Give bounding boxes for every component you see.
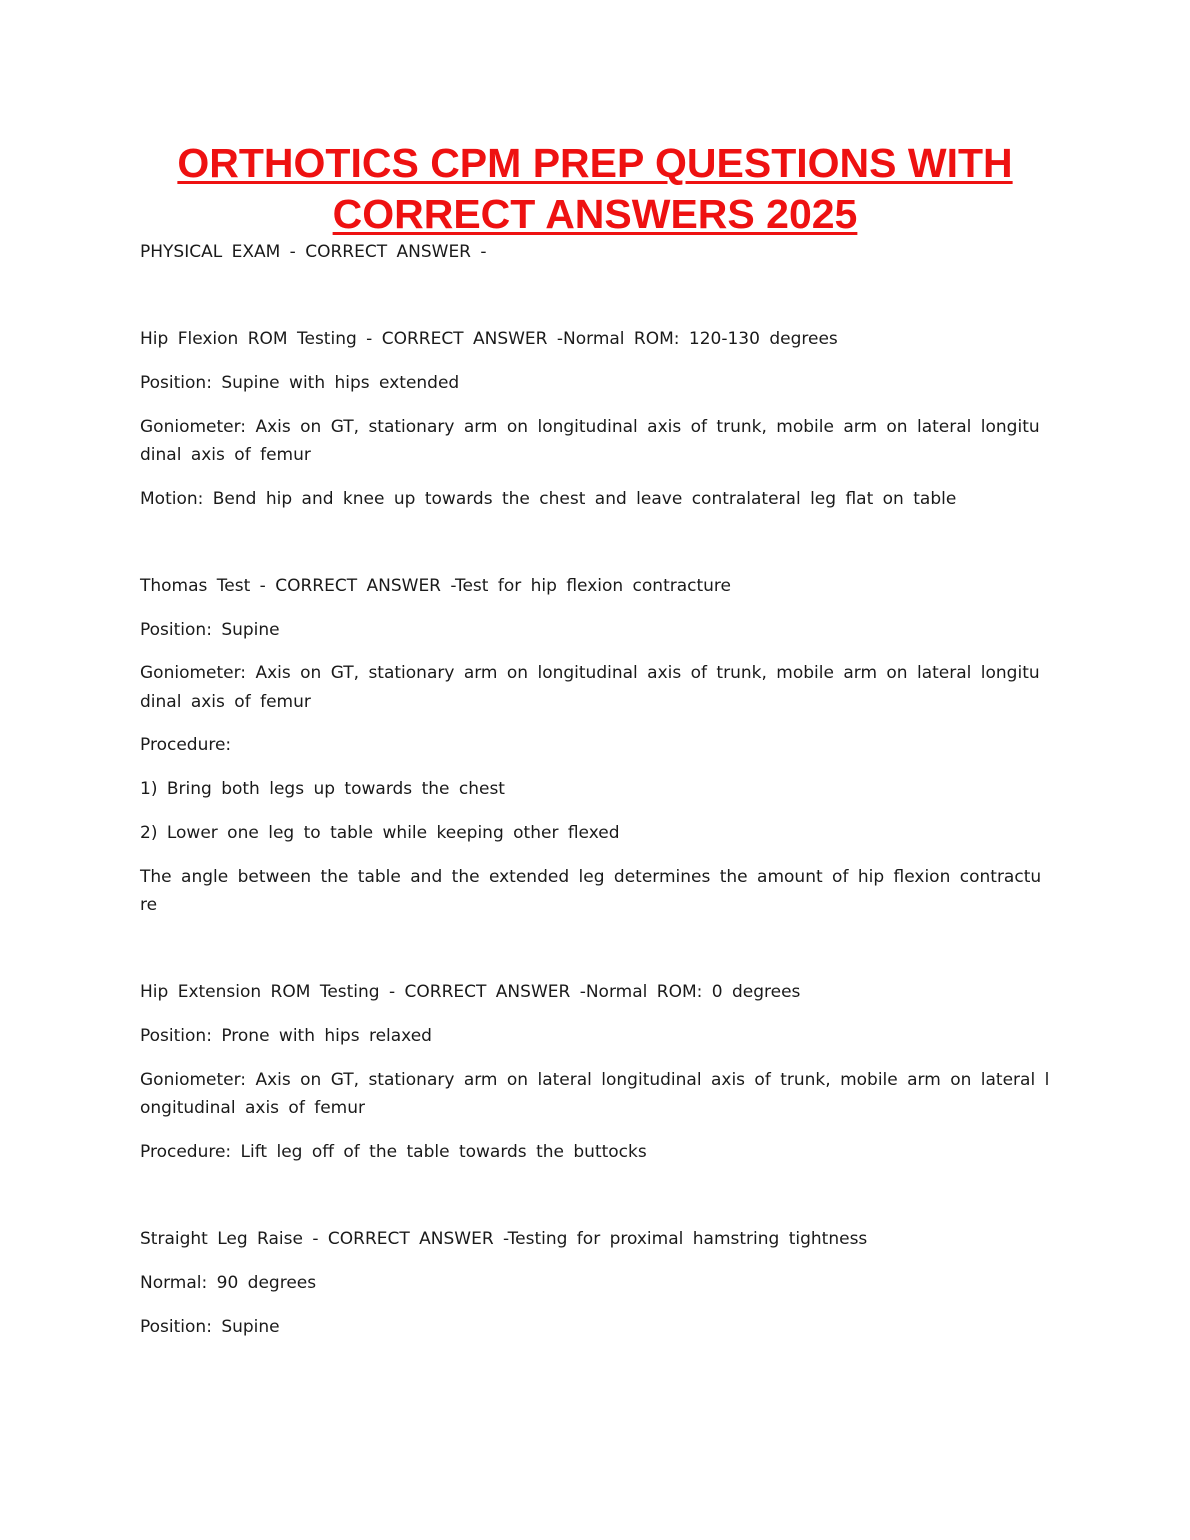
answer-line: Position: Supine	[140, 620, 280, 640]
answer-line: 1) Bring both legs up towards the chest	[140, 779, 505, 799]
answer-line: Motion: Bend hip and knee up towards the chest and leave contralateral leg flat on table	[140, 489, 957, 509]
answer-line: re	[140, 895, 158, 915]
answer-line: Procedure:	[140, 735, 232, 755]
answer-line: Normal: 90 degrees	[140, 1273, 317, 1293]
document-title-line-1: ORTHOTICS CPM PREP QUESTIONS WITH	[177, 140, 1013, 186]
answer-line: 2) Lower one leg to table while keeping other flexed	[140, 823, 620, 843]
question-hip-flexion-rom: Hip Flexion ROM Testing - CORRECT ANSWER -Normal ROM: 120-130 degrees	[140, 329, 838, 349]
question-straight-leg-raise: Straight Leg Raise - CORRECT ANSWER -Testing for proximal hamstring tightness	[140, 1229, 868, 1249]
answer-line: Position: Supine	[140, 1317, 280, 1337]
answer-line: The angle between the table and the extended leg determines the amount of hip flexion contractu	[140, 867, 1042, 887]
question-thomas-test: Thomas Test - CORRECT ANSWER -Test for hip flexion contracture	[140, 576, 732, 596]
answer-line: ongitudinal axis of femur	[140, 1098, 365, 1118]
document-title	[120, 138, 1070, 240]
answer-line: Goniometer: Axis on GT, stationary arm on lateral longitudinal axis of trunk, mobile arm on lateral l	[140, 1070, 1050, 1090]
answer-line: Position: Prone with hips relaxed	[140, 1026, 432, 1046]
document-title-line-2: CORRECT ANSWERS 2025	[332, 191, 858, 237]
question-hip-extension-rom: Hip Extension ROM Testing - CORRECT ANSWER -Normal ROM: 0 degrees	[140, 982, 801, 1002]
answer-line: Goniometer: Axis on GT, stationary arm on longitudinal axis of trunk, mobile arm on lateral longitu	[140, 417, 1040, 437]
answer-line: Goniometer: Axis on GT, stationary arm on longitudinal axis of trunk, mobile arm on lateral longitu	[140, 663, 1040, 683]
section-heading-physical-exam: PHYSICAL EXAM - CORRECT ANSWER -	[140, 242, 487, 262]
answer-line: dinal axis of femur	[140, 692, 311, 712]
answer-line: Position: Supine with hips extended	[140, 373, 460, 393]
answer-line: dinal axis of femur	[140, 445, 311, 465]
answer-line: Procedure: Lift leg off of the table towards the buttocks	[140, 1142, 647, 1162]
